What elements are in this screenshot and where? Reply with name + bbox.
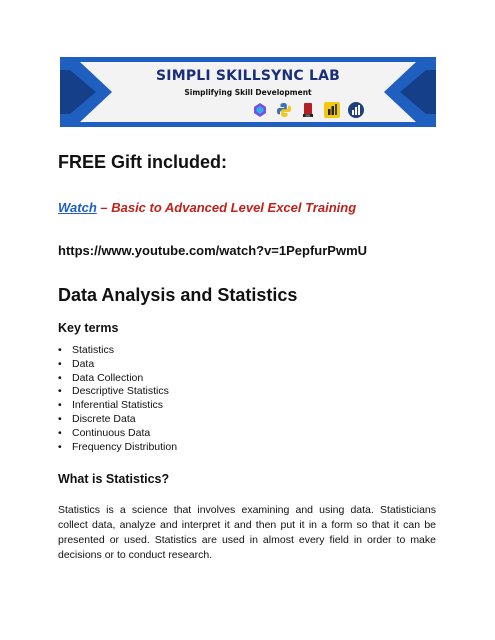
list-item: • Data [58,358,177,372]
what-is-statistics-heading: What is Statistics? [58,472,170,486]
section-heading: Data Analysis and Statistics [58,285,298,305]
banner-bottom-stripe [60,122,436,127]
svg-text:SQL: SQL [305,114,311,118]
list-item: • Descriptive Statistics [58,385,177,399]
key-terms-heading: Key terms [58,321,119,335]
sql-database-icon [299,101,317,119]
what-is-statistics-paragraph: Statistics is a science that involves examining and using data. Statisticians collect data, analyze and interpret it and then put it in a form so that it can be presented or used. Statistics are used in almost every field in order to make decisions or to conduct research. [58,504,436,561]
list-item: • Continuous Data [58,427,177,441]
youtube-url: https://www.youtube.com/watch?v=1PepfurPwmU [58,243,368,258]
brand-banner [60,57,436,127]
key-terms-list [58,344,177,454]
gift-heading: FREE Gift included: [58,152,227,172]
list-item: • Discrete Data [58,413,177,427]
app-icon-row [251,101,365,119]
list-item: • Statistics [58,344,177,358]
data-analytics-icon [347,101,365,119]
power-bi-icon [323,101,341,119]
brand-title: SIMPLI SKILLSYNC LAB [156,68,340,84]
brand-subtitle: Simplifying Skill Development [184,88,312,97]
power-bi-copilot-icon [251,101,269,119]
list-item: • Frequency Distribution [58,441,177,455]
python-icon [275,101,293,119]
watch-link[interactable]: Watch [58,200,97,215]
watch-description: – Basic to Advanced Level Excel Training [96,200,357,215]
watch-line [58,200,356,215]
list-item: • Inferential Statistics [58,399,177,413]
list-item: • Data Collection [58,372,177,386]
